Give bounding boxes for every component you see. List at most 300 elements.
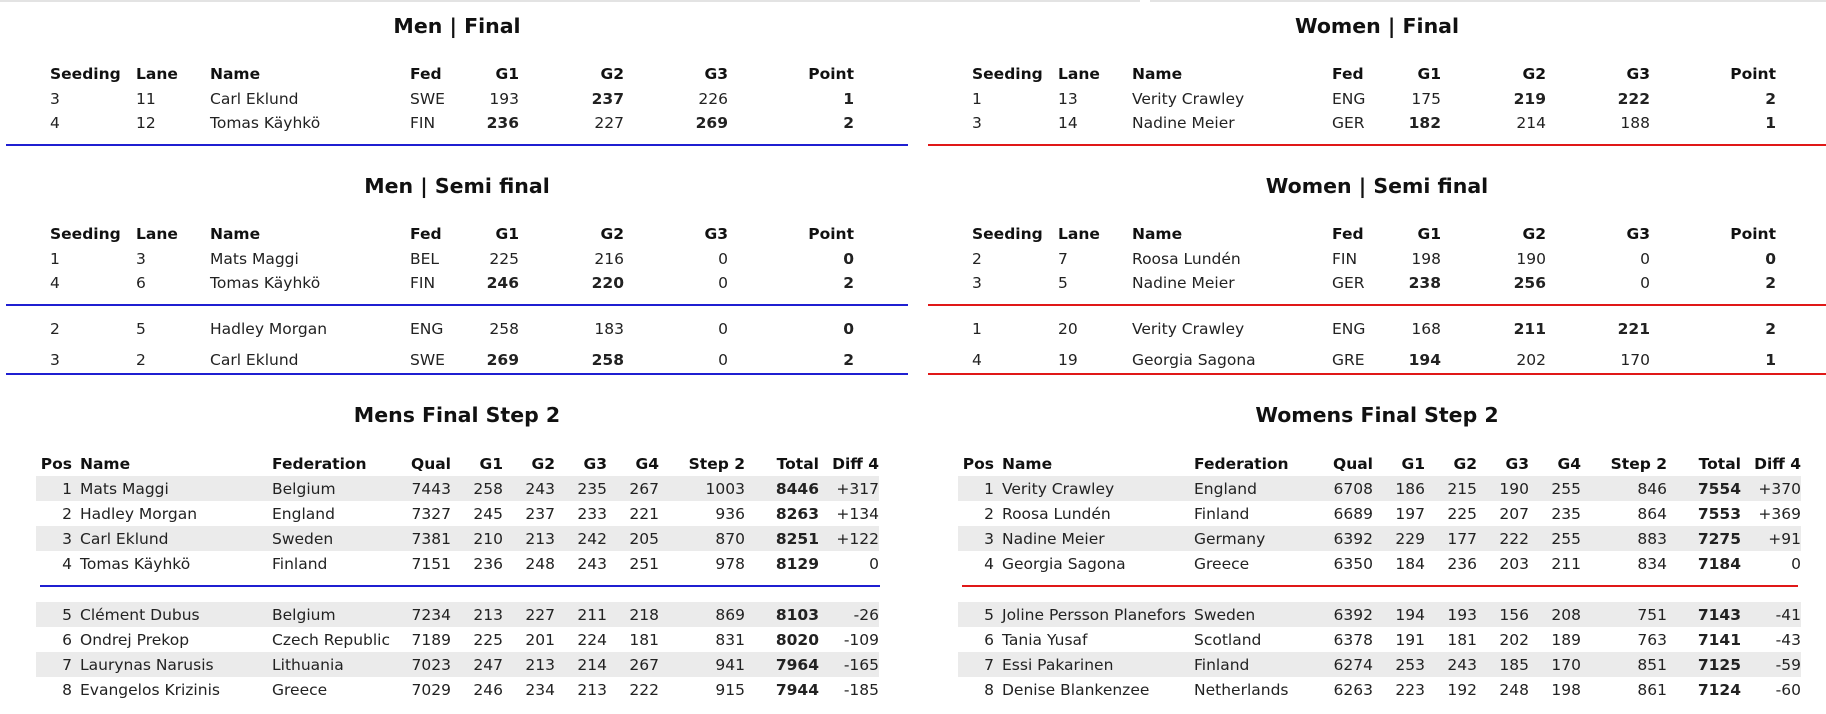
cell-g1: 236 bbox=[473, 554, 503, 573]
cell-g1: 194 bbox=[1373, 602, 1425, 627]
cell-g1: 194 bbox=[1408, 350, 1441, 369]
cell-g3: 269 bbox=[695, 114, 728, 133]
cell-federation: Greece bbox=[272, 680, 328, 699]
cell-pos: 4 bbox=[62, 554, 72, 573]
table-row bbox=[6, 111, 854, 136]
cell-qual: 6350 bbox=[1333, 554, 1373, 573]
cell-g2: 215 bbox=[1425, 476, 1477, 501]
spacer-cell bbox=[958, 576, 1801, 602]
cell-lane: 7 bbox=[1058, 249, 1068, 268]
cell-name: Georgia Sagona bbox=[1002, 554, 1126, 573]
column-header: G3 bbox=[1626, 225, 1650, 244]
cell-g3: 221 bbox=[1617, 319, 1650, 338]
cell-g4: 170 bbox=[1529, 652, 1581, 677]
cell-g1: 258 bbox=[489, 319, 519, 338]
cell-fed: GER bbox=[1332, 274, 1365, 293]
cell-g2: 202 bbox=[1516, 350, 1546, 369]
cell-point: 0 bbox=[843, 249, 854, 268]
column-header: Step 2 bbox=[688, 454, 745, 473]
column-header: Seeding bbox=[972, 225, 1043, 244]
cell-g2: 192 bbox=[1447, 680, 1477, 699]
cell-g3: 226 bbox=[698, 89, 728, 108]
cell-g1: 245 bbox=[473, 504, 503, 523]
column-header: Diff 4 bbox=[1754, 454, 1801, 473]
column-header: G2 bbox=[600, 65, 624, 84]
cell-step2: 831 bbox=[715, 630, 745, 649]
table-row bbox=[958, 476, 1801, 501]
cell-lane: 2 bbox=[136, 350, 146, 369]
cell-g1: 198 bbox=[1411, 249, 1441, 268]
women-semi-title: Women | Semi final bbox=[1265, 174, 1489, 198]
table-row bbox=[6, 348, 854, 373]
cell-federation: Belgium bbox=[272, 602, 398, 627]
cell-g2: 177 bbox=[1425, 526, 1477, 551]
cell-fed: FIN bbox=[410, 114, 436, 133]
men-step2-divider bbox=[40, 585, 880, 587]
cell-seeding: 2 bbox=[50, 319, 60, 338]
table-row bbox=[36, 526, 879, 551]
cell-name: Clément Dubus bbox=[72, 602, 272, 627]
cell-federation: Sweden bbox=[272, 526, 398, 551]
cell-g4: 211 bbox=[1551, 554, 1581, 573]
cell-name: Verity Crawley bbox=[1132, 319, 1245, 338]
column-header: Diff 4 bbox=[832, 454, 879, 473]
men-final-title: Men | Final bbox=[393, 14, 521, 38]
cell-g2: 227 bbox=[594, 114, 624, 133]
cell-fed: FIN bbox=[1332, 249, 1358, 268]
cell-g2: 183 bbox=[594, 319, 624, 338]
cell-pos: 3 bbox=[36, 526, 72, 551]
table-row bbox=[958, 501, 1801, 526]
cell-name: Denise Blankenzee bbox=[1002, 680, 1150, 699]
cell-pos: 2 bbox=[984, 504, 994, 523]
table-row bbox=[928, 87, 1776, 112]
table-row bbox=[958, 602, 1801, 627]
column-header: G2 bbox=[531, 454, 555, 473]
cell-seeding: 4 bbox=[50, 274, 60, 293]
header-row bbox=[6, 222, 854, 247]
cell-g3: 243 bbox=[577, 554, 607, 573]
cell-diff: +370 bbox=[1741, 476, 1801, 501]
cell-lane: 11 bbox=[136, 89, 156, 108]
cell-lane: 5 bbox=[1058, 274, 1068, 293]
cell-g1: 225 bbox=[473, 630, 503, 649]
column-header: G1 bbox=[1417, 225, 1441, 244]
cell-diff: +122 bbox=[819, 526, 879, 551]
cell-name: Verity Crawley bbox=[994, 476, 1194, 501]
cell-federation: Scotland bbox=[1194, 630, 1262, 649]
column-header: Fed bbox=[410, 65, 442, 84]
table-row bbox=[928, 271, 1776, 296]
column-header: G2 bbox=[1453, 454, 1477, 473]
cell-step2: 763 bbox=[1637, 630, 1667, 649]
cell-g4: 235 bbox=[1551, 504, 1581, 523]
column-header: G2 bbox=[1522, 225, 1546, 244]
cell-federation: England bbox=[1194, 476, 1320, 501]
column-header: Point bbox=[1730, 65, 1776, 84]
cell-g2: 243 bbox=[1425, 652, 1477, 677]
cell-fed: FIN bbox=[410, 274, 436, 293]
cell-qual: 7234 bbox=[398, 602, 451, 627]
cell-g3: 248 bbox=[1499, 680, 1529, 699]
cell-total: 7141 bbox=[1697, 630, 1741, 649]
cell-g2: 236 bbox=[1447, 554, 1477, 573]
cell-g3: 0 bbox=[718, 249, 728, 268]
cell-g3: 0 bbox=[718, 350, 728, 369]
cell-step2: 834 bbox=[1637, 554, 1667, 573]
cell-name: Mats Maggi bbox=[72, 476, 272, 501]
cell-point: 1 bbox=[843, 89, 854, 108]
cell-g3: 202 bbox=[1499, 630, 1529, 649]
cell-name: Roosa Lundén bbox=[1002, 504, 1111, 523]
column-header: G2 bbox=[600, 225, 624, 244]
cell-total: 7554 bbox=[1667, 476, 1741, 501]
column-header: Point bbox=[808, 65, 854, 84]
cell-federation: Lithuania bbox=[272, 652, 398, 677]
cell-g4: 221 bbox=[629, 504, 659, 523]
cell-lane: 19 bbox=[1058, 350, 1078, 369]
column-header: Pos bbox=[962, 454, 994, 473]
column-header: G1 bbox=[1401, 454, 1425, 473]
cell-seeding: 3 bbox=[50, 350, 60, 369]
cell-pos: 3 bbox=[958, 526, 994, 551]
cell-step2: 978 bbox=[715, 554, 745, 573]
cell-seeding: 3 bbox=[972, 274, 982, 293]
column-header: G3 bbox=[1505, 454, 1529, 473]
cell-point: 1 bbox=[1765, 350, 1776, 369]
cell-total: 7553 bbox=[1697, 504, 1741, 523]
cell-federation: England bbox=[272, 504, 335, 523]
column-header: Name bbox=[1132, 225, 1183, 244]
column-header: Name bbox=[80, 454, 131, 473]
column-header: Lane bbox=[1058, 65, 1100, 84]
table-row bbox=[36, 476, 879, 501]
cell-name: Roosa Lundén bbox=[1132, 249, 1241, 268]
column-header: Point bbox=[1730, 225, 1776, 244]
cell-qual: 6392 bbox=[1320, 526, 1373, 551]
table-row bbox=[928, 111, 1776, 136]
cell-name: Tomas Käyhkö bbox=[210, 274, 321, 293]
header-row bbox=[928, 62, 1776, 87]
cell-step2: 864 bbox=[1637, 504, 1667, 523]
cell-name: Nadine Meier bbox=[1132, 114, 1235, 133]
cell-g1: 168 bbox=[1411, 319, 1441, 338]
cell-federation: Netherlands bbox=[1194, 680, 1289, 699]
women-semi-divider bbox=[928, 373, 1826, 375]
cell-step2: 751 bbox=[1581, 602, 1667, 627]
column-header: Fed bbox=[1332, 65, 1364, 84]
column-header: Pos bbox=[40, 454, 72, 473]
cell-diff: -43 bbox=[1775, 630, 1801, 649]
cell-g4: 181 bbox=[629, 630, 659, 649]
cell-federation: Germany bbox=[1194, 526, 1320, 551]
cell-g1: 184 bbox=[1395, 554, 1425, 573]
cell-g4: 208 bbox=[1529, 602, 1581, 627]
cell-g4: 267 bbox=[607, 652, 659, 677]
cell-g3: 242 bbox=[555, 526, 607, 551]
cell-g3: 222 bbox=[1477, 526, 1529, 551]
column-header: G1 bbox=[495, 225, 519, 244]
women-final-title: Women | Final bbox=[1294, 14, 1460, 38]
cell-name: Nadine Meier bbox=[994, 526, 1194, 551]
cell-diff: -165 bbox=[819, 652, 879, 677]
cell-name: Carl Eklund bbox=[210, 89, 299, 108]
cell-federation: Sweden bbox=[1194, 602, 1320, 627]
cell-fed: ENG bbox=[410, 319, 444, 338]
column-header: Name bbox=[210, 225, 261, 244]
cell-total: 8251 bbox=[745, 526, 819, 551]
cell-pos: 8 bbox=[984, 680, 994, 699]
men-step2-title: Mens Final Step 2 bbox=[353, 403, 561, 427]
cell-g2: 234 bbox=[525, 680, 555, 699]
cell-point: 0 bbox=[843, 319, 854, 338]
cell-point: 2 bbox=[843, 274, 854, 293]
cell-diff: +134 bbox=[836, 504, 879, 523]
cell-lane: 3 bbox=[136, 249, 146, 268]
cell-g2: 237 bbox=[525, 504, 555, 523]
cell-total: 7143 bbox=[1667, 602, 1741, 627]
column-header: Lane bbox=[1058, 225, 1100, 244]
cell-name: Tomas Käyhkö bbox=[210, 114, 321, 133]
cell-g2: 243 bbox=[503, 476, 555, 501]
cell-g1: 186 bbox=[1373, 476, 1425, 501]
cell-g1: 223 bbox=[1395, 680, 1425, 699]
cell-point: 2 bbox=[1765, 89, 1776, 108]
cell-total: 8263 bbox=[775, 504, 819, 523]
cell-point: 1 bbox=[1765, 114, 1776, 133]
cell-g3: 214 bbox=[555, 652, 607, 677]
cell-g1: 258 bbox=[451, 476, 503, 501]
top-divider bbox=[0, 0, 1140, 2]
cell-pos: 8 bbox=[62, 680, 72, 699]
cell-step2: 870 bbox=[659, 526, 745, 551]
cell-g1: 175 bbox=[1411, 89, 1441, 108]
cell-g3: 222 bbox=[1617, 89, 1650, 108]
cell-g2: 211 bbox=[1513, 319, 1546, 338]
column-header: G3 bbox=[704, 225, 728, 244]
cell-g2: 201 bbox=[525, 630, 555, 649]
cell-step2: 941 bbox=[659, 652, 745, 677]
cell-total: 8103 bbox=[745, 602, 819, 627]
cell-qual: 6689 bbox=[1333, 504, 1373, 523]
cell-name: Mats Maggi bbox=[210, 249, 299, 268]
table-row bbox=[958, 551, 1801, 576]
column-header: G2 bbox=[1522, 65, 1546, 84]
cell-fed: GER bbox=[1332, 114, 1365, 133]
cell-federation: Finland bbox=[1194, 652, 1320, 677]
column-header: Qual bbox=[411, 454, 451, 473]
cell-diff: +91 bbox=[1741, 526, 1801, 551]
cell-fed: SWE bbox=[410, 350, 445, 369]
cell-g3: 170 bbox=[1620, 350, 1650, 369]
cell-point: 2 bbox=[1765, 319, 1776, 338]
table-row bbox=[6, 247, 854, 272]
cell-fed: GRE bbox=[1332, 350, 1365, 369]
cell-lane: 14 bbox=[1058, 114, 1078, 133]
cell-step2: 936 bbox=[715, 504, 745, 523]
column-header: G4 bbox=[1557, 454, 1581, 473]
cell-federation: Finland bbox=[272, 554, 328, 573]
cell-diff: -41 bbox=[1741, 602, 1801, 627]
cell-qual: 7151 bbox=[411, 554, 451, 573]
cell-pos: 5 bbox=[958, 602, 994, 627]
table-row bbox=[958, 677, 1801, 702]
cell-g2: 213 bbox=[503, 652, 555, 677]
cell-name: Joline Persson Planefors bbox=[994, 602, 1194, 627]
column-header: Fed bbox=[1332, 225, 1364, 244]
cell-g3: 0 bbox=[718, 274, 728, 293]
column-header: Federation bbox=[272, 454, 367, 473]
table-row bbox=[36, 602, 879, 627]
cell-seeding: 4 bbox=[50, 114, 60, 133]
cell-lane: 13 bbox=[1058, 89, 1078, 108]
cell-g2: 190 bbox=[1516, 249, 1546, 268]
cell-g3: 213 bbox=[577, 680, 607, 699]
cell-name: Ondrej Prekop bbox=[80, 630, 190, 649]
women-step2-table bbox=[958, 451, 1801, 702]
column-header: Lane bbox=[136, 65, 178, 84]
cell-name: Hadley Morgan bbox=[210, 319, 328, 338]
cell-g3: 190 bbox=[1477, 476, 1529, 501]
cell-name: Hadley Morgan bbox=[80, 504, 198, 523]
column-header: Seeding bbox=[50, 65, 121, 84]
cell-fed: SWE bbox=[410, 89, 445, 108]
cell-diff: -109 bbox=[843, 630, 879, 649]
cell-g2: 258 bbox=[591, 350, 624, 369]
table-row bbox=[36, 551, 879, 576]
cell-point: 0 bbox=[1765, 249, 1776, 268]
cell-g2: 225 bbox=[1447, 504, 1477, 523]
cell-g2: 220 bbox=[591, 274, 624, 293]
cell-g1: 246 bbox=[473, 680, 503, 699]
cell-diff: -60 bbox=[1775, 680, 1801, 699]
column-header: Lane bbox=[136, 225, 178, 244]
men-final-divider bbox=[6, 144, 908, 146]
cell-seeding: 1 bbox=[50, 249, 60, 268]
cell-qual: 6263 bbox=[1333, 680, 1373, 699]
cell-fed: ENG bbox=[1332, 319, 1366, 338]
cell-g3: 185 bbox=[1477, 652, 1529, 677]
cell-g1: 238 bbox=[1408, 274, 1441, 293]
cell-g1: 253 bbox=[1373, 652, 1425, 677]
cell-g4: 205 bbox=[607, 526, 659, 551]
cell-g1: 210 bbox=[451, 526, 503, 551]
cell-seeding: 1 bbox=[972, 89, 982, 108]
cell-pos: 4 bbox=[984, 554, 994, 573]
column-header: Seeding bbox=[972, 65, 1043, 84]
cell-g2: 214 bbox=[1516, 114, 1546, 133]
table-row bbox=[36, 501, 879, 526]
men-semi-divider bbox=[6, 373, 908, 375]
column-header: Fed bbox=[410, 225, 442, 244]
men-semi-table bbox=[6, 222, 854, 372]
column-header: G4 bbox=[635, 454, 659, 473]
cell-g2: 248 bbox=[525, 554, 555, 573]
cell-federation: Greece bbox=[1194, 554, 1250, 573]
cell-seeding: 4 bbox=[972, 350, 982, 369]
cell-g3: 0 bbox=[1640, 249, 1650, 268]
header-row bbox=[6, 62, 854, 87]
cell-g1: 246 bbox=[486, 274, 519, 293]
column-header: G1 bbox=[479, 454, 503, 473]
cell-g2: 216 bbox=[594, 249, 624, 268]
column-header: Name bbox=[1132, 65, 1183, 84]
cell-qual: 7029 bbox=[411, 680, 451, 699]
cell-g4: 222 bbox=[629, 680, 659, 699]
cell-lane: 12 bbox=[136, 114, 156, 133]
cell-g4: 251 bbox=[629, 554, 659, 573]
cell-g1: 193 bbox=[489, 89, 519, 108]
cell-g4: 189 bbox=[1551, 630, 1581, 649]
cell-qual: 7327 bbox=[411, 504, 451, 523]
cell-g1: 236 bbox=[486, 114, 519, 133]
cell-step2: 1003 bbox=[659, 476, 745, 501]
cell-name: Laurynas Narusis bbox=[72, 652, 272, 677]
cell-g2: 213 bbox=[503, 526, 555, 551]
cell-qual: 6392 bbox=[1320, 602, 1373, 627]
column-header: G1 bbox=[1417, 65, 1441, 84]
cell-total: 7964 bbox=[745, 652, 819, 677]
cell-g1: 191 bbox=[1395, 630, 1425, 649]
table-row bbox=[958, 652, 1801, 677]
table-row bbox=[6, 87, 854, 112]
cell-qual: 7443 bbox=[398, 476, 451, 501]
cell-g1: 229 bbox=[1373, 526, 1425, 551]
cell-step2: 869 bbox=[659, 602, 745, 627]
cell-diff: +317 bbox=[819, 476, 879, 501]
cell-federation: Czech Republic bbox=[272, 630, 391, 649]
cell-g2: 193 bbox=[1425, 602, 1477, 627]
header-row bbox=[958, 451, 1801, 476]
cell-step2: 851 bbox=[1581, 652, 1667, 677]
cell-pos: 6 bbox=[62, 630, 72, 649]
cell-federation: Finland bbox=[1194, 504, 1250, 523]
cell-g3: 0 bbox=[718, 319, 728, 338]
cell-total: 8020 bbox=[775, 630, 819, 649]
row-spacer bbox=[958, 576, 1801, 602]
cell-qual: 7189 bbox=[411, 630, 451, 649]
table-row bbox=[958, 627, 1801, 652]
cell-pos: 6 bbox=[984, 630, 994, 649]
cell-name: Verity Crawley bbox=[1132, 89, 1245, 108]
cell-seeding: 1 bbox=[972, 319, 982, 338]
header-row bbox=[928, 222, 1776, 247]
cell-lane: 20 bbox=[1058, 319, 1078, 338]
cell-step2: 861 bbox=[1637, 680, 1667, 699]
cell-lane: 6 bbox=[136, 274, 146, 293]
cell-g2: 227 bbox=[503, 602, 555, 627]
women-step2-title: Womens Final Step 2 bbox=[1255, 403, 1499, 427]
cell-g4: 218 bbox=[607, 602, 659, 627]
cell-total: 8129 bbox=[775, 554, 819, 573]
cell-name: Essi Pakarinen bbox=[994, 652, 1194, 677]
cell-g2: 181 bbox=[1447, 630, 1477, 649]
cell-g1: 213 bbox=[451, 602, 503, 627]
column-header: Name bbox=[1002, 454, 1053, 473]
cell-name: Carl Eklund bbox=[72, 526, 272, 551]
cell-pos: 1 bbox=[36, 476, 72, 501]
table-row bbox=[958, 526, 1801, 551]
cell-diff: -26 bbox=[819, 602, 879, 627]
cell-seeding: 2 bbox=[972, 249, 982, 268]
header-row bbox=[36, 451, 879, 476]
cell-total: 7275 bbox=[1667, 526, 1741, 551]
men-semi-divider bbox=[6, 304, 908, 306]
cell-total: 7184 bbox=[1697, 554, 1741, 573]
column-header: G3 bbox=[1626, 65, 1650, 84]
cell-point: 2 bbox=[1765, 274, 1776, 293]
cell-step2: 846 bbox=[1581, 476, 1667, 501]
